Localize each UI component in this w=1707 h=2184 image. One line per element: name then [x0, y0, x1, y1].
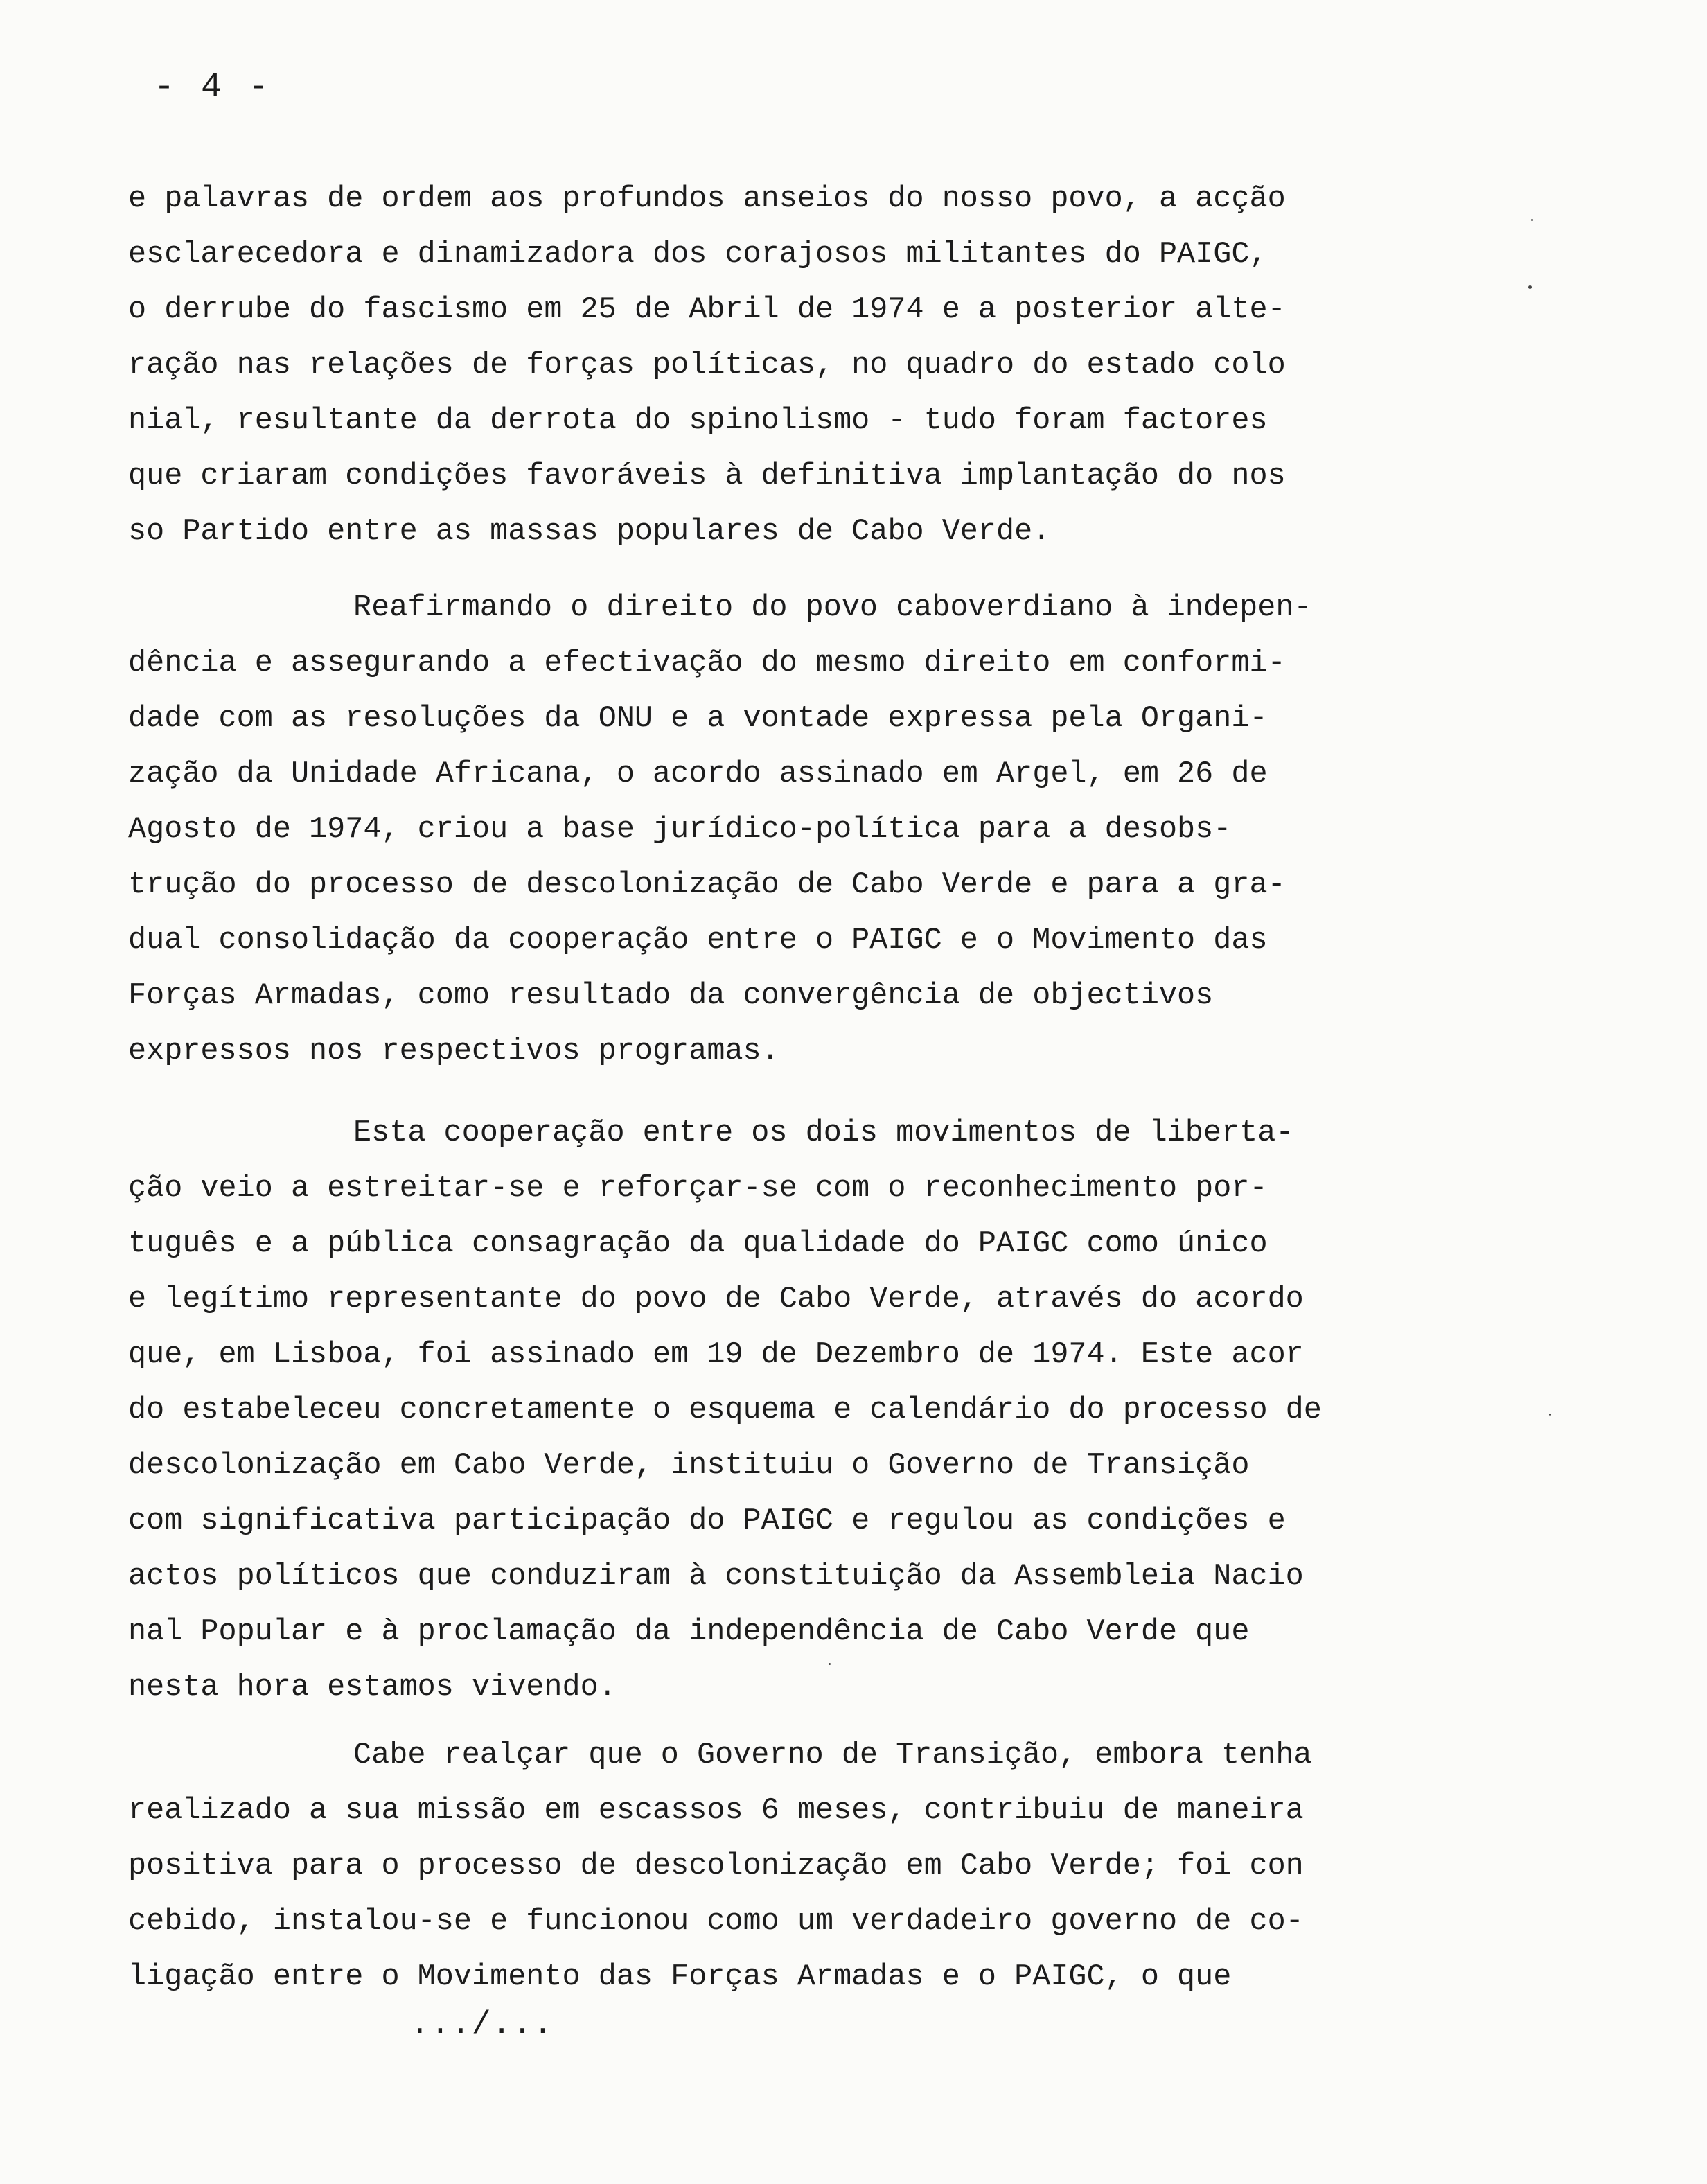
text-line: e legítimo representante do povo de Cabo Verde, através do acordo	[128, 1283, 1304, 1316]
continuation-mark: .../...	[410, 2007, 554, 2043]
scan-speck	[1528, 285, 1532, 289]
text-line: nesta hora estamos vivendo.	[128, 1671, 617, 1705]
paragraph-2	[128, 581, 1312, 1080]
text-line: actos políticos que conduziram à constituição da Assembleia Nacio	[128, 1560, 1304, 1594]
text-line: zação da Unidade Africana, o acordo assinado em Argel, em 26 de	[128, 757, 1268, 791]
text-line: Cabe realçar que o Governo de Transição, embora tenha	[353, 1738, 1312, 1772]
text-line: trução do processo de descolonização de Cabo Verde e para a gra-	[128, 868, 1286, 902]
scan-speck	[1549, 1414, 1551, 1416]
text-line: Esta cooperação entre os dois movimentos de liberta-	[353, 1116, 1294, 1150]
text-line: ração nas relações de forças políticas, no quadro do estado colo	[128, 349, 1286, 382]
text-line: ligação entre o Movimento das Forças Armadas e o PAIGC, o que	[128, 1960, 1232, 1994]
text-line: Agosto de 1974, criou a base jurídico-política para a desobs-	[128, 813, 1232, 847]
text-line: dência e assegurando a efectivação do mesmo direito em conformi-	[128, 646, 1286, 680]
text-line: ção veio a estreitar-se e reforçar-se com o reconhecimento por-	[128, 1172, 1268, 1206]
text-line: com significativa participação do PAIGC e regulou as condições e	[128, 1504, 1286, 1538]
paragraph-3	[128, 1106, 1322, 1716]
text-line: dual consolidação da cooperação entre o PAIGC e o Movimento das	[128, 924, 1268, 958]
text-line: descolonização em Cabo Verde, instituiu o Governo de Transição	[128, 1449, 1250, 1483]
text-line: realizado a sua missão em escassos 6 meses, contribuiu de maneira	[128, 1794, 1304, 1828]
scan-speck	[1531, 219, 1533, 221]
paragraph-4	[128, 1728, 1312, 2005]
text-line: que, em Lisboa, foi assinado em 19 de Dezembro de 1974. Este acor	[128, 1338, 1304, 1372]
text-line: nal Popular e à proclamação da independência de Cabo Verde que	[128, 1615, 1250, 1649]
text-line: cebido, instalou-se e funcionou como um verdadeiro governo de co-	[128, 1905, 1304, 1939]
text-line: Forças Armadas, como resultado da convergência de objectivos	[128, 979, 1214, 1013]
paragraph-1	[128, 172, 1286, 560]
text-line: Reafirmando o direito do povo caboverdiano à indepen-	[353, 591, 1312, 625]
text-line: nial, resultante da derrota do spinolismo - tudo foram factores	[128, 404, 1268, 438]
text-line: dade com as resoluções da ONU e a vontade expressa pela Organi-	[128, 702, 1268, 736]
page-number: - 4 -	[154, 68, 272, 107]
text-line: so Partido entre as massas populares de Cabo Verde.	[128, 515, 1051, 549]
text-line: expressos nos respectivos programas.	[128, 1034, 779, 1068]
text-line: positiva para o processo de descolonização em Cabo Verde; foi con	[128, 1849, 1304, 1883]
text-line: e palavras de ordem aos profundos anseios do nosso povo, a acção	[128, 182, 1286, 216]
scan-speck	[829, 1663, 831, 1665]
text-line: tuguês e a pública consagração da qualidade do PAIGC como único	[128, 1227, 1268, 1261]
text-line: do estabeleceu concretamente o esquema e calendário do processo de	[128, 1393, 1322, 1427]
text-line: que criaram condições favoráveis à definitiva implantação do nos	[128, 459, 1286, 493]
text-line: esclarecedora e dinamizadora dos corajosos militantes do PAIGC,	[128, 238, 1268, 272]
text-line: o derrube do fascismo em 25 de Abril de 1974 e a posterior alte-	[128, 293, 1286, 327]
